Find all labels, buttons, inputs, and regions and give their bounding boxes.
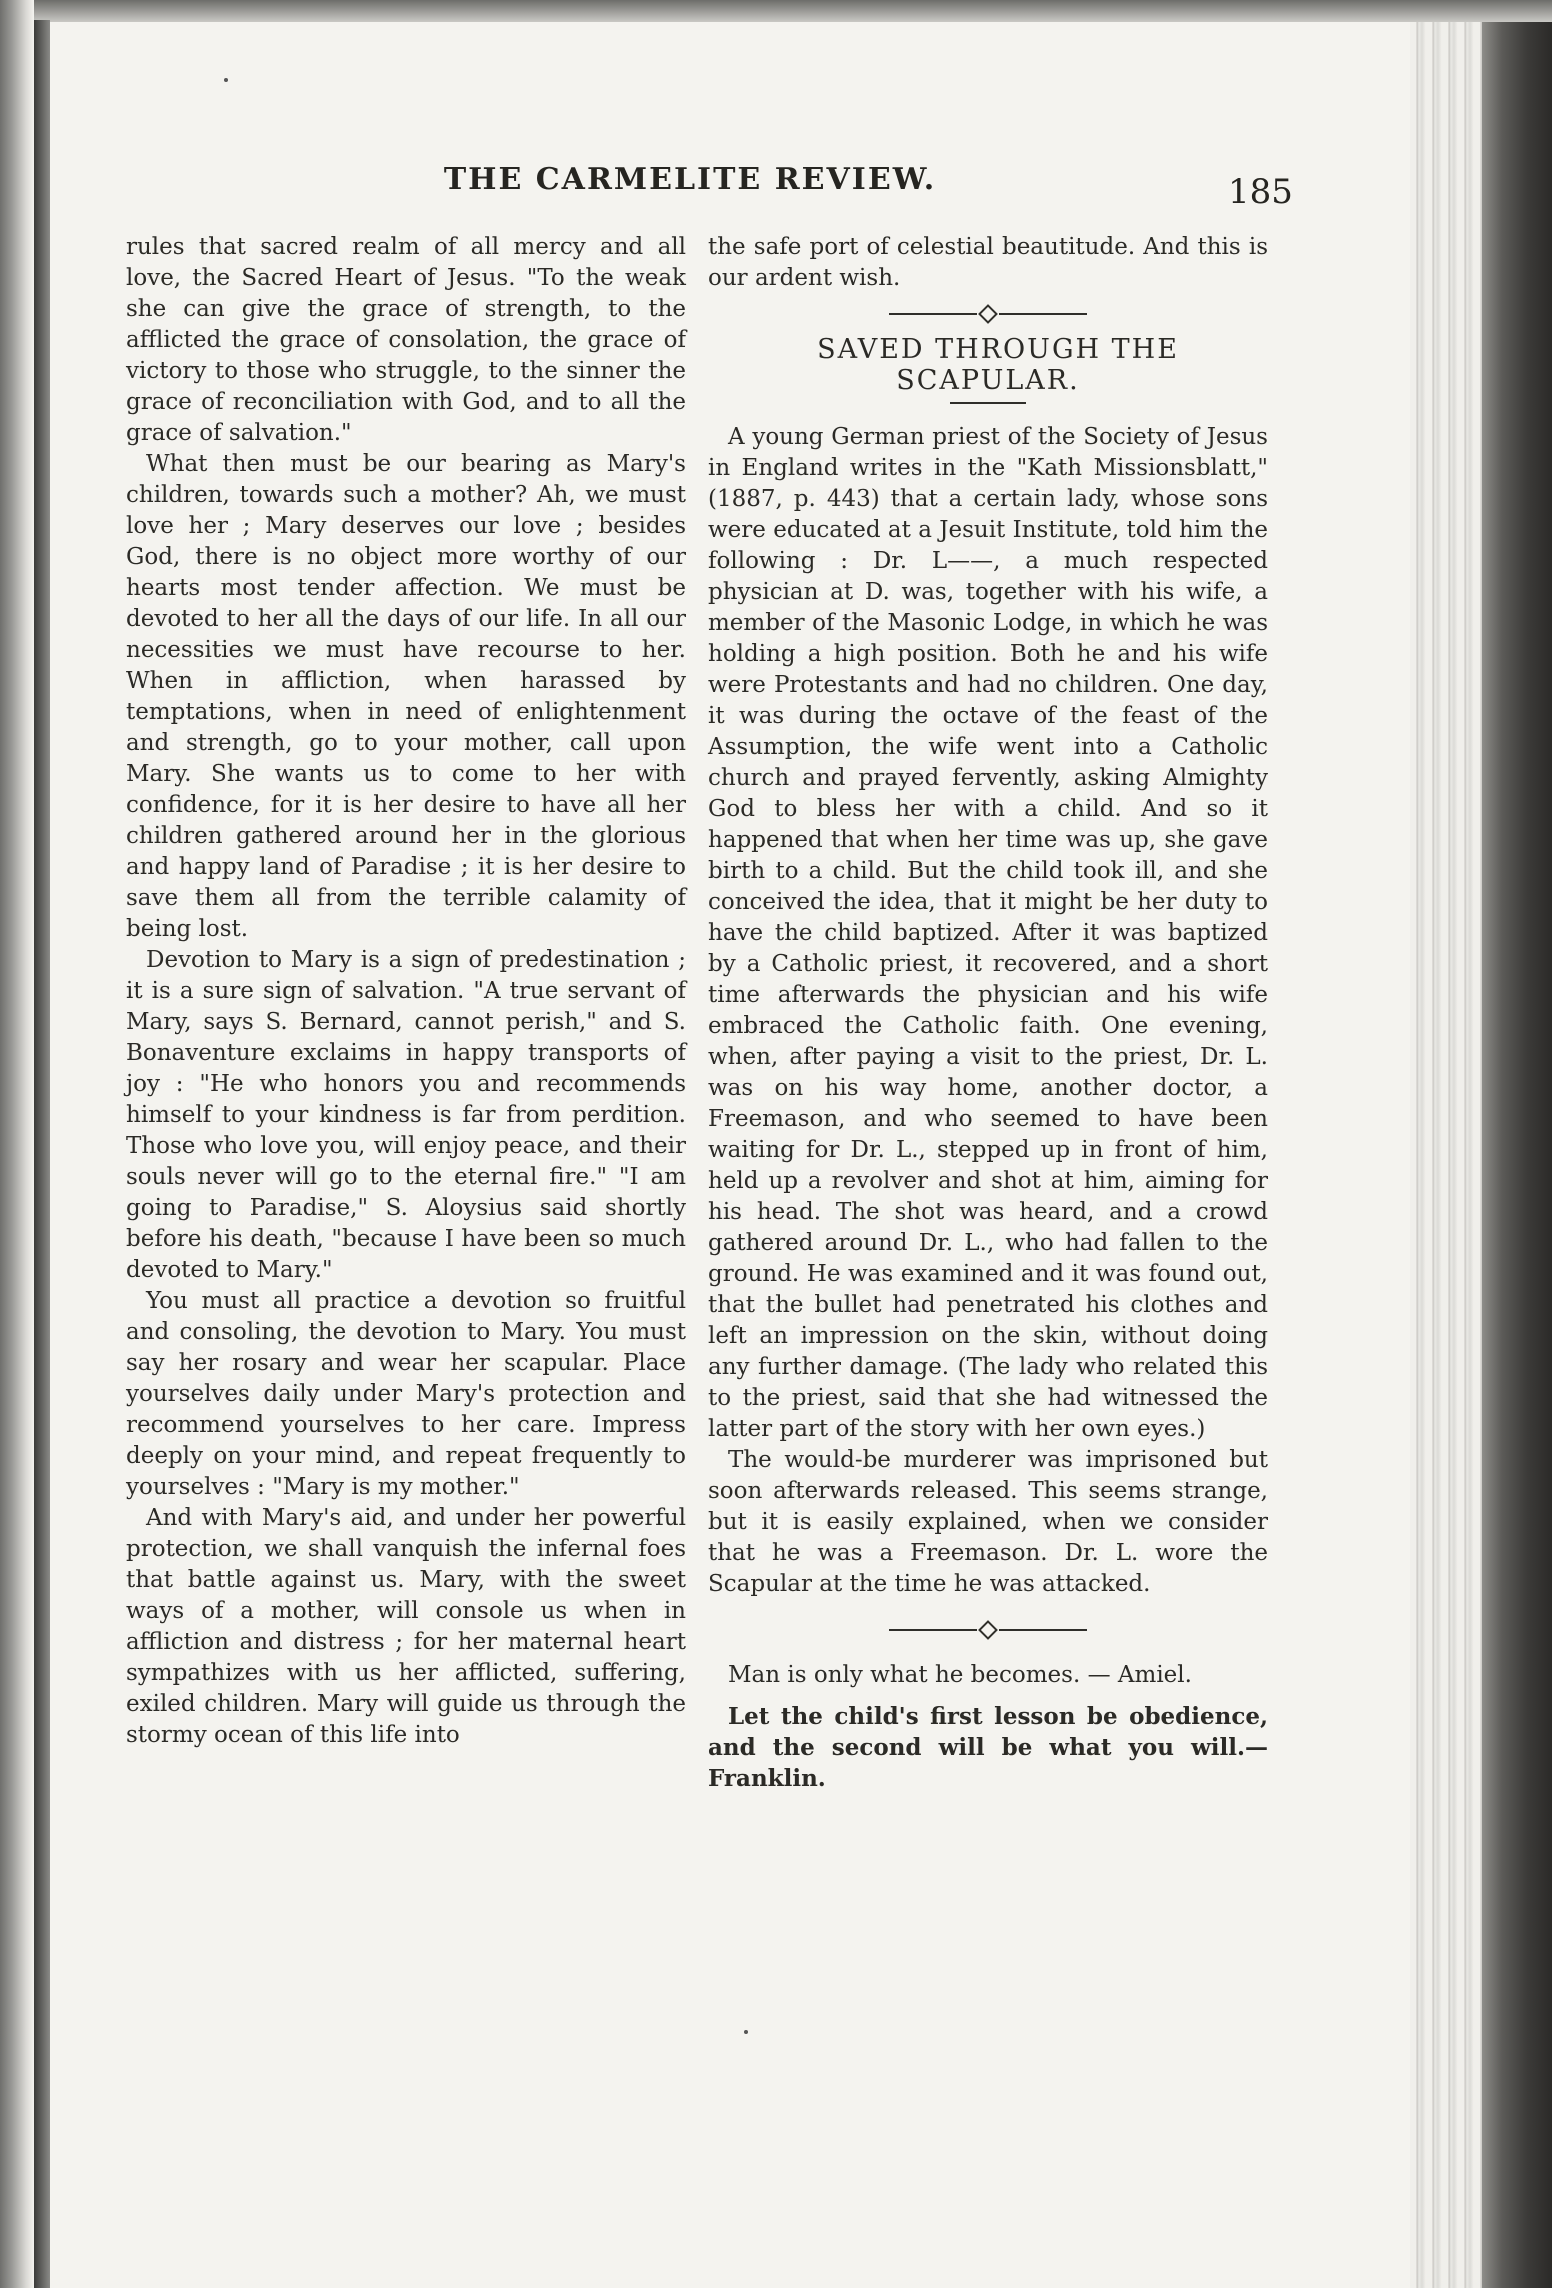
right-column [708, 232, 1268, 1794]
left-paragraph: And with Mary's aid, and under her powerful protection, we shall vanquish the infernal foes that battle against us. Mary, with the sweet ways of a mother, will console us when in affliction and distress ; for her maternal heart sympathizes with us her afflicted, suffering, exiled children. Mary will guide us through the stormy ocean of this life into [126, 1505, 686, 1748]
binding-edge [34, 20, 50, 2288]
left-paragraph: rules that sacred realm of all mercy and all love, the Sacred Heart of Jesus. "To the weak she can give the grace of strength, to the afflicted the grace of consolation, the grace of victory to those who struggle, to the sinner the grace of reconciliation with God, and to all the grace of salvation." [126, 234, 686, 446]
article-paragraph: A young German priest of the Society of Jesus in England writes in the "Kath Missionsblatt," (1887, p. 443) that a certain lady, whose sons were educated at a Jesuit Institute, told him the following : Dr. L——, a much respected physician at D. was, together with his wife, a member of the Masonic Lodge, in which he was holding a high position. Both he and his wife were Protestants and had no children. One day, it was during the octave of the feast of the Assumption, the wife went into a Catholic church and prayed fervently, asking Almighty God to bless her with a child. And so it happened that when her time was up, she gave birth to a child. But the child took ill, and she conceived the idea, that it might be her duty to have the child baptized. After it was baptized by a Catholic priest, it recovered, and a short time afterwards the physician and his wife embraced the Catholic faith. One evening, when, after paying a visit to the priest, Dr. L. was on his way home, another doctor, a Freemason, and who seemed to have been waiting for Dr. L., stepped up in front of him, held up a revolver and shot at him, aiming for his head. The shot was heard, and a crowd gathered around Dr. L., who had fallen to the ground. He was examined and it was found out, that the bullet had penetrated his clothes and left an impression on the skin, without doing any further damage. (The lady who related this to the priest, said that she had witnessed the latter part of the story with her own eyes.) [708, 424, 1268, 1442]
title-rule [950, 402, 1026, 404]
section-ornament [708, 294, 1268, 334]
left-column [126, 232, 686, 1751]
article-paragraph: The would-be murderer was imprisoned but soon afterwards released. This seems strange, but it is easily explained, when we consider that he was a Freemason. Dr. L. wore the Scapular at the time he was attacked. [708, 1447, 1268, 1597]
article-title: SAVED THROUGH THE SCAPULAR. [817, 334, 1179, 396]
gutter-shadow [0, 0, 34, 2288]
left-paragraph: You must all practice a devotion so fruitful and consoling, the devotion to Mary. You must say her rosary and wear her scapular. Place yourselves daily under Mary's protection and recommend yourselves to her care. Impress deeply on your mind, and repeat frequently to yourselves : "Mary is my mother." [126, 1288, 686, 1500]
running-head: THE CARMELITE REVIEW. [443, 162, 937, 197]
page-number: 185 [1228, 172, 1293, 212]
left-paragraph: Devotion to Mary is a sign of predestination ; it is a sure sign of salvation. "A true servant of Mary, says S. Bernard, cannot perish," and S. Bonaventure exclaims in happy transports of joy : "He who honors you and recommends himself to your kindness is far from perdition. Those who love you, will enjoy peace, and their souls never will go to the eternal fire." "I am going to Paradise," S. Aloysius said shortly before his death, "because I have been so much devoted to Mary." [126, 947, 686, 1283]
quote-amiel: Man is only what he becomes. — Amiel. [728, 1662, 1192, 1688]
top-shadow [0, 0, 1552, 22]
continued-paragraph: the safe port of celestial beautitude. And this is our ardent wish. [708, 234, 1268, 291]
section-ornament [708, 1610, 1268, 1650]
speck [744, 2030, 748, 2034]
book-cover-edge [1482, 22, 1552, 2288]
left-paragraph: What then must be our bearing as Mary's children, towards such a mother? Ah, we must love her ; Mary deserves our love ; besides God, there is no object more worthy of our hearts most tender affection. We must be devoted to her all the days of our life. In all our necessities we must have recourse to her. When in affliction, when harassed by temptations, when in need of enlightenment and strength, go to your mother, call upon Mary. She wants us to come to her with confidence, for it is her desire to have all her children gathered around her in the glorious and happy land of Paradise ; it is her desire to save them all from the terrible calamity of being lost. [126, 451, 686, 942]
speck [224, 78, 228, 82]
quote-franklin: Let the child's first lesson be obedience, and the second will be what you will.—Franklin. [708, 1703, 1268, 1792]
